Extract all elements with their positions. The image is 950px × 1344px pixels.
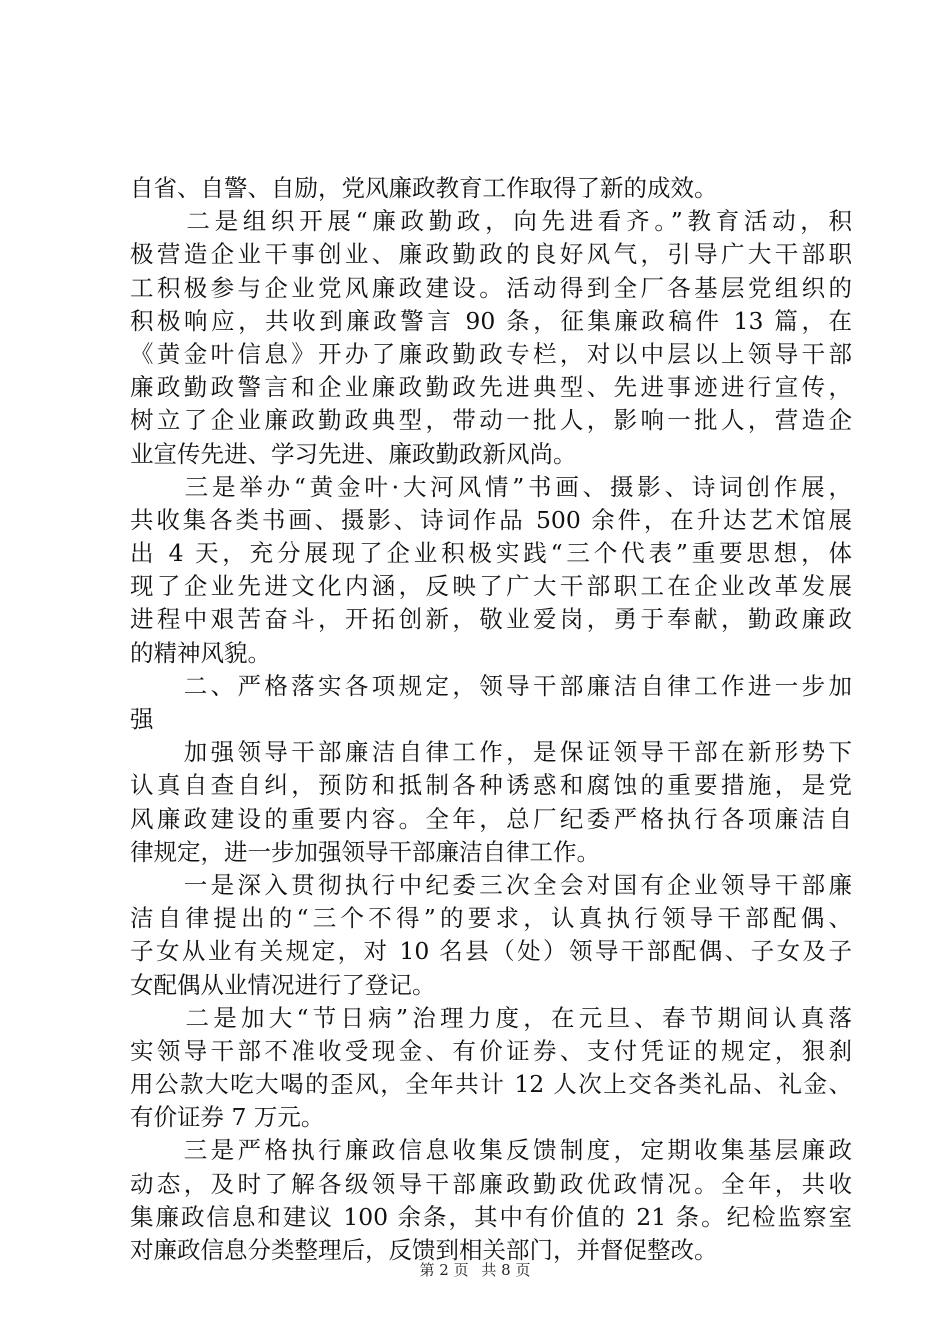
text-line: 三是严格执行廉政信息收集反馈制度，定期收集基层廉政 <box>130 1136 852 1165</box>
text-line: 子女从业有关规定，对 10 名县（处）领导干部配偶、子女及子 <box>130 937 852 966</box>
text-line: 积极响应，共收到廉政警言 90 条，征集廉政稿件 13 篇，在 <box>130 306 852 335</box>
text-line: 的精神风貌。 <box>130 638 271 667</box>
text-line: 二是加大“节日病”治理力度，在元旦、春节期间认真落 <box>130 1003 852 1032</box>
text-line: 风廉政建设的重要内容。全年，总厂纪委严格执行各项廉洁自 <box>130 804 852 833</box>
text-line: 三是举办“黄金叶·大河风情”书画、摄影、诗词创作展， <box>130 472 852 501</box>
text-line: 《黄金叶信息》开办了廉政勤政专栏，对以中层以上领导干部 <box>130 339 852 368</box>
text-line: 用公款大吃大喝的歪风，全年共计 12 人次上交各类礼品、礼金、 <box>130 1070 852 1099</box>
page-footer <box>0 1259 950 1280</box>
text-line: 洁自律提出的“三个不得”的要求，认真执行领导干部配偶、 <box>130 904 852 933</box>
text-line: 二、严格落实各项规定，领导干部廉洁自律工作进一步加 <box>130 671 852 700</box>
text-line: 认真自查自纠，预防和抵制各种诱惑和腐蚀的重要措施，是党 <box>130 771 852 800</box>
text-line: 有价证券 7 万元。 <box>130 1103 325 1132</box>
text-line: 对廉政信息分类整理后，反馈到相关部门，并督促整改。 <box>130 1236 718 1264</box>
text-line: 现了企业先进文化内涵，反映了广大干部职工在企业改革发展 <box>130 572 852 601</box>
text-line: 共收集各类书画、摄影、诗词作品 500 余件，在升达艺术馆展 <box>130 505 852 534</box>
page-number: 第 2 页 <box>419 1261 469 1279</box>
text-line: 集廉政信息和建议 100 余条，其中有价值的 21 条。纪检监察室 <box>130 1202 852 1231</box>
text-line: 女配偶从业情况进行了登记。 <box>130 970 436 999</box>
text-line: 树立了企业廉政勤政典型，带动一批人，影响一批人，营造企 <box>130 406 852 435</box>
document-body <box>130 172 852 1267</box>
text-line: 自省、自警、自励，党风廉政教育工作取得了新的成效。 <box>130 174 718 202</box>
text-line: 二是组织开展“廉政勤政，向先进看齐。”教育活动，积 <box>130 207 852 236</box>
text-line: 出 4 天，充分展现了企业积极实践“三个代表”重要思想，体 <box>130 539 852 568</box>
text-line: 强 <box>130 705 154 733</box>
text-line: 工积极参与企业党风廉政建设。活动得到全厂各基层党组织的 <box>130 273 852 302</box>
text-line: 动态，及时了解各级领导干部廉政勤政优政情况。全年，共收 <box>130 1169 852 1198</box>
text-line: 进程中艰苦奋斗，开拓创新，敬业爱岗，勇于奉献，勤政廉政 <box>130 605 852 634</box>
text-line: 加强领导干部廉洁自律工作，是保证领导干部在新形势下 <box>130 738 852 767</box>
text-line: 一是深入贯彻执行中纪委三次全会对国有企业领导干部廉 <box>130 870 852 899</box>
text-line: 实领导干部不准收受现金、有价证券、支付凭证的规定，狠刹 <box>130 1036 852 1065</box>
text-line: 极营造企业干事创业、廉政勤政的良好风气，引导广大干部职 <box>130 240 852 269</box>
text-line: 律规定，进一步加强领导干部廉洁自律工作。 <box>130 837 600 866</box>
text-line: 廉政勤政警言和企业廉政勤政先进典型、先进事迹进行宣传， <box>130 373 852 402</box>
page-total: 共 8 页 <box>481 1261 531 1279</box>
text-line: 业宣传先进、学习先进、廉政勤政新风尚。 <box>130 439 577 468</box>
